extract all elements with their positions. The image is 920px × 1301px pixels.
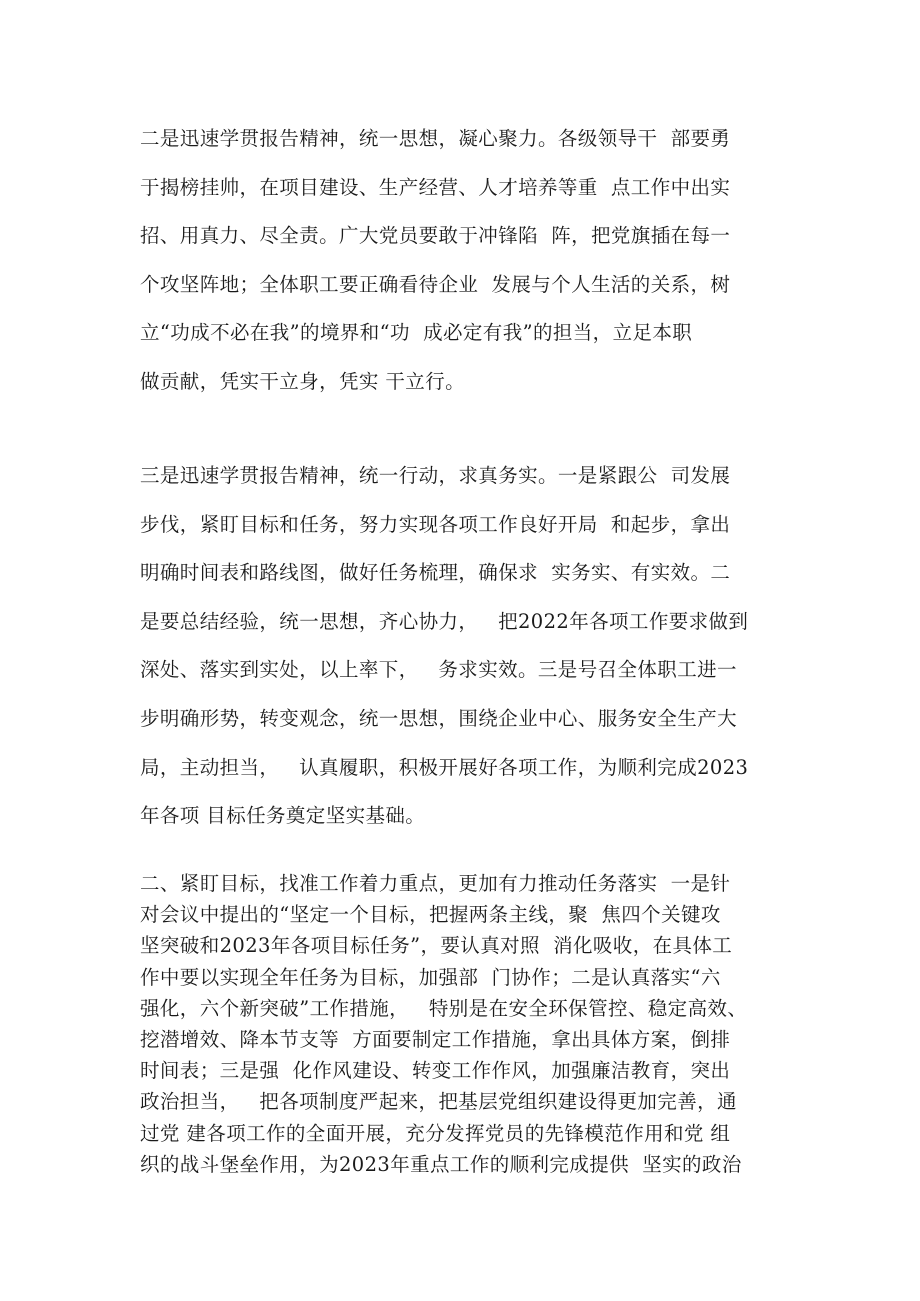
text-line: 个攻坚阵地；全体职工要正确看待企业 发展与个人生活的关系，树 (140, 272, 731, 296)
text-line: 深处、落实到实处，以上率下， 务求实效。三是号召全体职工进一 (140, 658, 737, 682)
text-line: 织的战斗堡垒作用，为2023年重点工作的顺利完成提供 坚实的政治 (140, 1152, 742, 1176)
text-line: 对会议中提出的“坚定一个目标，把握两条主线，聚 焦四个关键攻 (140, 903, 721, 927)
text-line: 局，主动担当， 认真履职，积极开展好各项工作，为顺利完成2023 (140, 755, 749, 779)
text-line: 步伐，紧盯目标和任务，努力实现各项工作良好开局 和起步，拿出 (140, 512, 731, 536)
text-line: 三是迅速学贯报告精神，统一行动，求真务实。一是紧跟公 司发展 (140, 464, 731, 487)
text-line: 挖潜增效、降本节支等 方面要制定工作措施，拿出具体方案，倒排 (140, 1027, 731, 1051)
text-line: 作中要以实现全年任务为目标，加强部 门协作；二是认真落实“六 (140, 965, 721, 989)
text-line: 强化，六个新突破”工作措施， 特别是在安全环保管控、稳定高效、 (140, 996, 748, 1020)
text-line: 做贡献，凭实干立身，凭实 干立行。 (140, 369, 465, 393)
paragraph-3 (140, 868, 800, 1180)
text-line: 二是迅速学贯报告精神，统一思想，凝心聚力。各级领导干 部要勇 (140, 127, 731, 150)
text-line: 年各项 目标任务奠定坚实基础。 (140, 804, 426, 828)
text-line: 过党 建各项工作的全面开展，充分发挥党员的先锋模范作用和党 组 (140, 1121, 731, 1145)
text-line: 政治担当， 把各项制度严起来，把基层党组织建设得更加完善，通 (140, 1090, 737, 1114)
text-line: 立“功成不必在我”的境界和“功 成必定有我”的担当，立足本职 (140, 321, 693, 345)
text-line: 于揭榜挂帅，在项目建设、生产经营、人才培养等重 点工作中出实 (140, 175, 731, 199)
text-line: 明确时间表和路线图，做好任务梳理，确保求 实务实、有实效。二 (140, 561, 731, 585)
text-line: 坚突破和2023年各项目标任务”，要认真对照 消化吸收，在具体工 (140, 934, 733, 958)
paragraph-1 (140, 115, 800, 407)
text-line: 招、用真力、尽全责。广大党员要敢于冲锋陷 阵，把党旗插在每一 (140, 224, 731, 248)
text-line: 步明确形势，转变观念，统一思想，围绕企业中心、服务安全生产大 (140, 706, 738, 730)
text-line: 是要总结经验，统一思想，齐心协力， 把2022年各项工作要求做到 (140, 609, 749, 633)
paragraph-2 (140, 452, 800, 841)
text-line: 时间表；三是强 化作风建设、转变工作作风，加强廉洁教育，突出 (140, 1059, 731, 1083)
text-line: 二、紧盯目标，找准工作着力重点，更加有力推动任务落实 一是针 (140, 872, 731, 895)
